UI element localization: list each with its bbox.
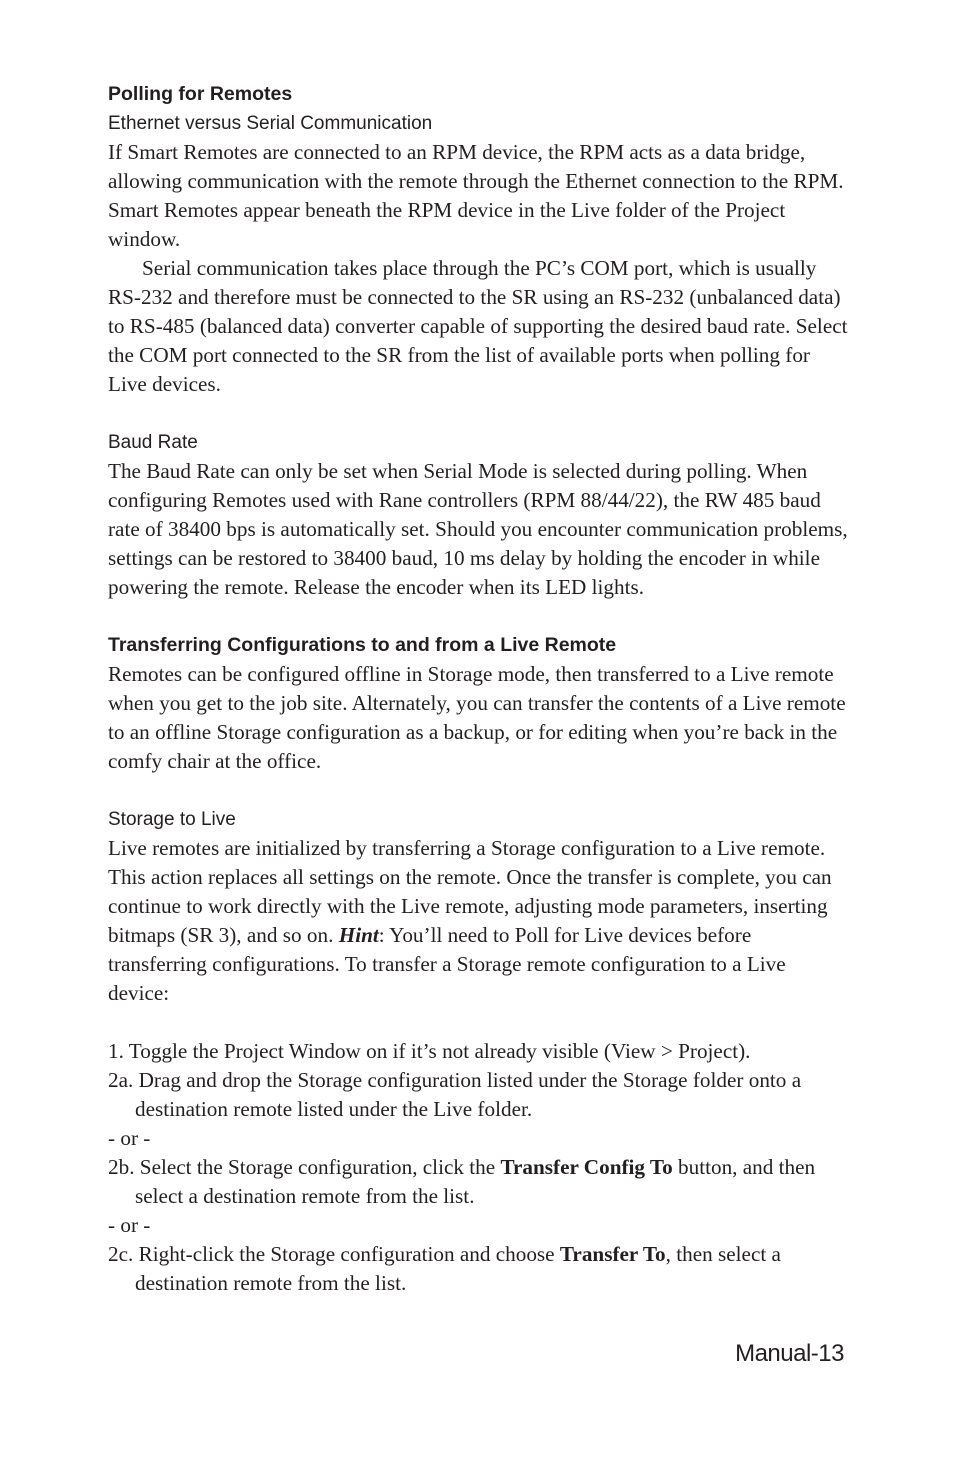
- step-1: 1. Toggle the Project Window on if it’s not already visible (View > Project).: [108, 1039, 751, 1063]
- paragraph-storage-to-live: [108, 834, 848, 1008]
- spacer: [108, 602, 848, 631]
- spacer: [108, 1008, 848, 1037]
- spacer: [108, 776, 848, 805]
- transfer-to-term: Transfer To: [559, 1242, 666, 1266]
- subheading-ethernet-serial: Ethernet versus Serial Communication: [108, 113, 433, 134]
- manual-page: [108, 80, 848, 1298]
- step-2a: 2a. Drag and drop the Storage configuration listed under the Storage folder onto a destination remote listed under the Live folder.: [108, 1068, 802, 1121]
- or-separator: - or -: [108, 1213, 151, 1237]
- section-heading-transferring: Transferring Configurations to and from a Live Remote: [108, 634, 617, 656]
- text-run: , then select a destination remote from the list.: [135, 1242, 781, 1295]
- text-run: 2c. Right-click the Storage configuration and choose: [108, 1242, 560, 1266]
- paragraph-smart-remotes: If Smart Remotes are connected to an RPM device, the RPM acts as a data bridge, allowing communication with the remote through the Ethernet connection to the RPM. Smart Remotes appear beneath the RPM device in the Live folder of the Project window.: [108, 140, 844, 251]
- section-heading-polling: Polling for Remotes: [108, 83, 293, 105]
- paragraph-baud-rate: The Baud Rate can only be set when Serial Mode is selected during polling. When configuring Remotes used with Rane controllers (RPM 88/44/22), the RW 485 baud rate of 38400 bps is automatically set. Should you encounter communication problems, settings can be restored to 38400 baud, 10 ms delay by holding the encoder in while powering the remote. Release the encoder when its LED lights.: [108, 459, 848, 599]
- text-run: Live remotes are initialized by transferring a Storage configuration to a Live remote. This action replaces all settings on the remote. Once the transfer is complete, you can continue to work directly with the Live remote, adjusting mode parameters, inserting bitmaps (SR 3), and so on.: [108, 836, 832, 947]
- step-2b: [108, 1153, 848, 1211]
- text-run: 2b. Select the Storage configuration, click the: [108, 1155, 501, 1179]
- subheading-storage-to-live: Storage to Live: [108, 809, 236, 830]
- text-run: : You’ll need to Poll for Live devices before transferring configurations. To transfer a Storage remote configuration to a Live device:: [108, 923, 786, 1005]
- text-run: button, and then select a destination remote from the list.: [135, 1155, 816, 1208]
- subheading-baud-rate: Baud Rate: [108, 432, 198, 453]
- hint-label: Hint: [338, 923, 379, 947]
- step-2c: [108, 1240, 848, 1298]
- page-number: Manual-13: [735, 1340, 844, 1367]
- spacer: [108, 399, 848, 428]
- paragraph-serial-communication: Serial communication takes place through the PC’s COM port, which is usually RS-232 and therefore must be connected to the SR using an RS-232 (unbalanced data) to RS-485 (balanced data) converter capable of supporting the desired baud rate. Select the COM port connected to the SR from the list of available ports when polling for Live devices.: [108, 256, 848, 396]
- paragraph-offline-config: Remotes can be configured offline in Storage mode, then transferred to a Live remote when you get to the job site. Alternately, you can transfer the contents of a Live remote to an offline Storage configuration as a backup, or for editing when you’re back in the comfy chair at the office.: [108, 662, 846, 773]
- transfer-config-to-term: Transfer Config To: [500, 1155, 673, 1179]
- or-separator: - or -: [108, 1126, 151, 1150]
